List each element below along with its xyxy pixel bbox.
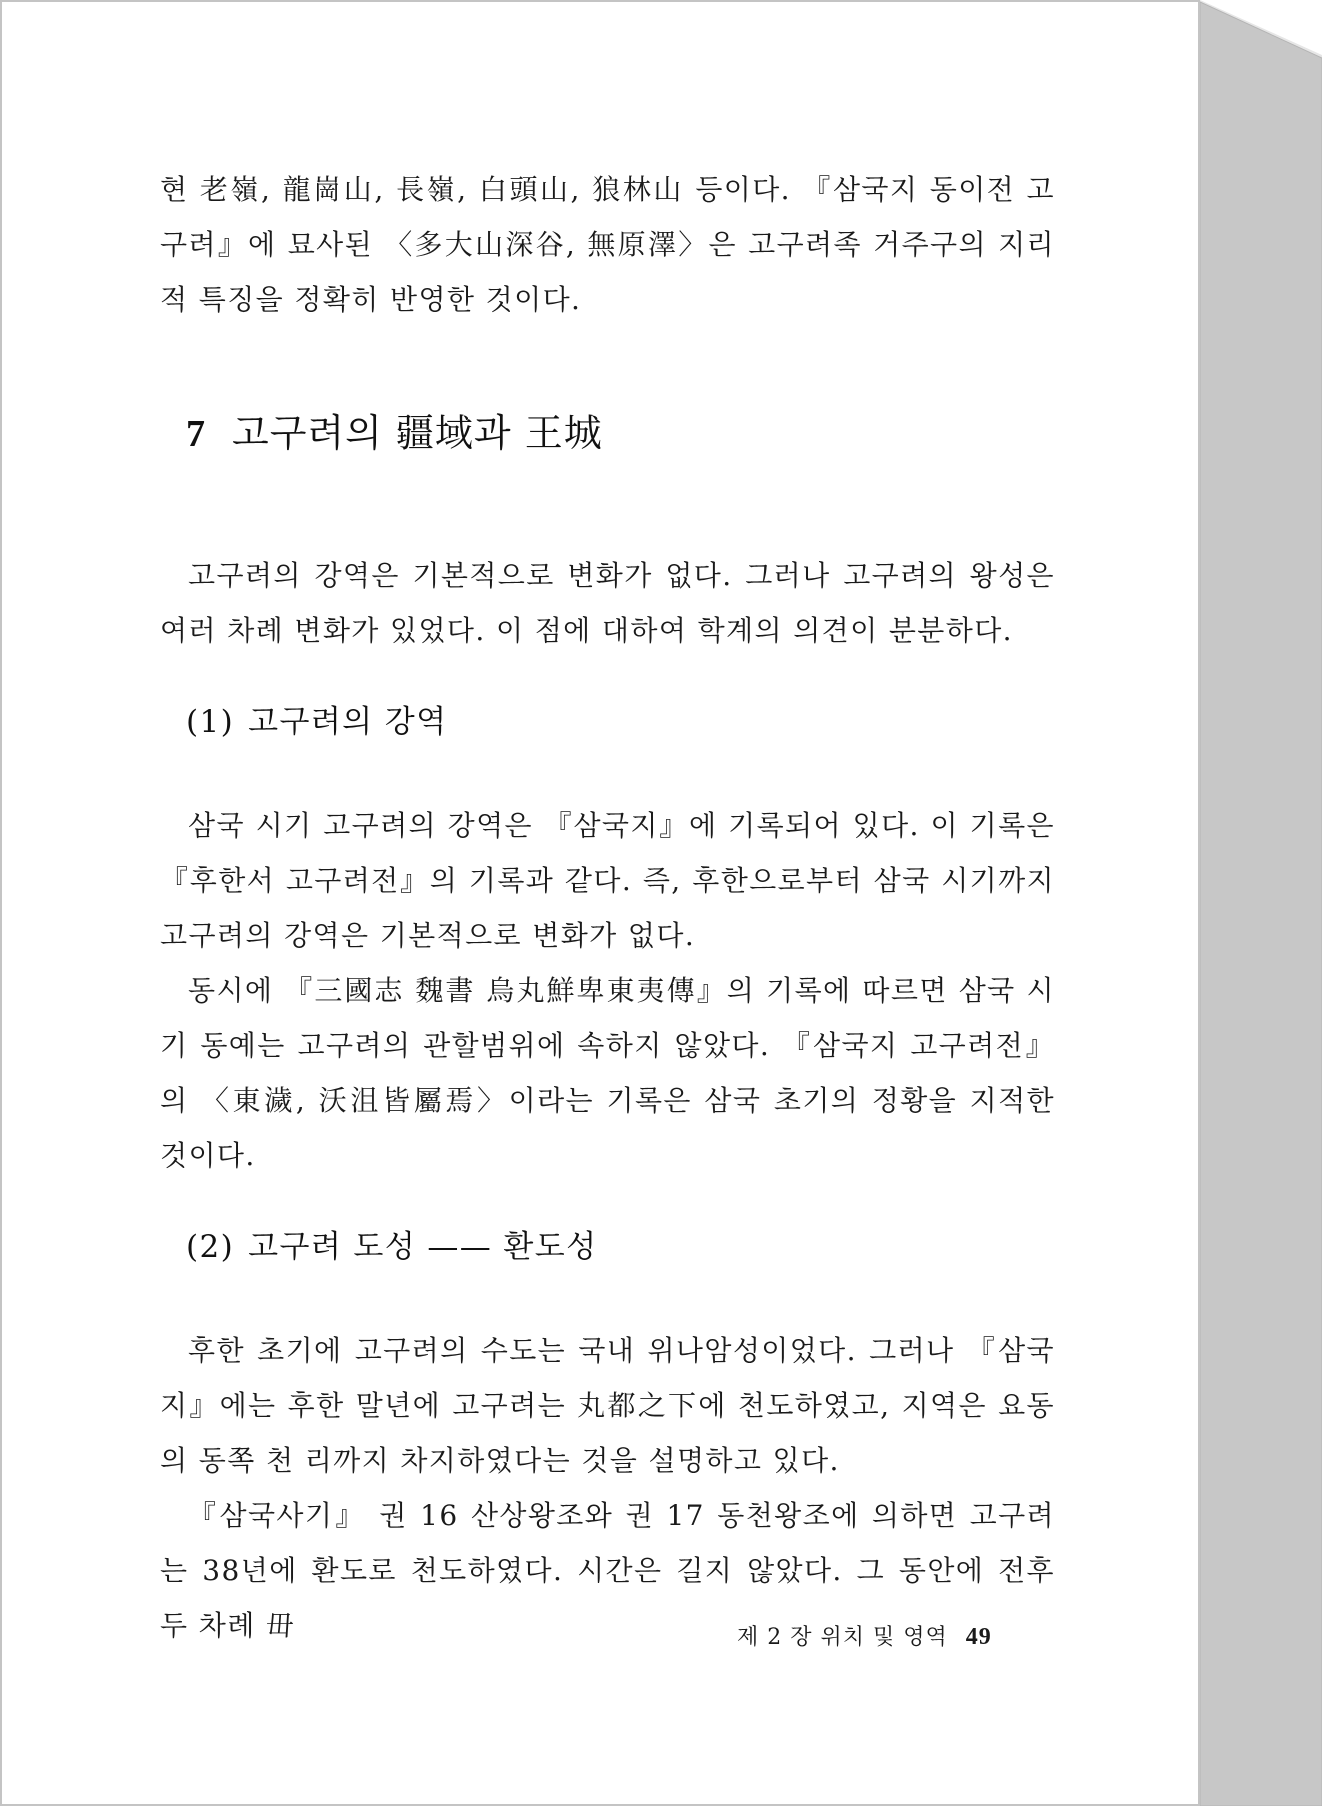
- subsection-1-paragraph-2: 동시에 『三國志 魏書 烏丸鮮卑東夷傳』의 기록에 따르면 삼국 시기 동예는 고구려의 관할범위에 속하지 않았다. 『삼국지 고구려전』의 〈東濊, 沃沮皆屬焉〉이라는 기록은 삼국 초기의 정황을 지적한 것이다.: [160, 974, 1055, 1172]
- subsection-1-heading: [186, 695, 1055, 750]
- page-body: [160, 162, 1055, 1653]
- section-heading: [186, 408, 1055, 459]
- subsection-2-paragraph-2: 『삼국사기』 권 16 산상왕조와 권 17 동천왕조에 의하면 고구려는 38년에 환도로 천도하였다. 시간은 길지 않았다. 그 동안에 전후 두 차례 毌: [160, 1499, 1055, 1642]
- intro-paragraph: 현 老嶺, 龍崗山, 長嶺, 白頭山, 狼林山 등이다. 『삼국지 동이전 고구려』에 묘사된 〈多大山深谷, 無原澤〉은 고구려족 거주구의 지리적 특징을 정확히 반영한 것이다.: [160, 173, 1055, 316]
- section-number: 7: [186, 413, 206, 455]
- subsection-2-number: (2): [186, 1229, 235, 1265]
- subsection-2-heading: [186, 1220, 1055, 1275]
- subsection-2-paragraph-1: 후한 초기에 고구려의 수도는 국내 위나암성이었다. 그러나 『삼국지』에는 후한 말년에 고구려는 丸都之下에 천도하였고, 지역은 요동의 동쪽 천 리까지 차지하였다는 것을 설명하고 있다.: [160, 1334, 1055, 1477]
- footer-chapter: 제 2 장 위치 및 영역: [737, 1625, 948, 1650]
- book-edge-graphic: [1200, 0, 1322, 1806]
- section-title: 고구려의 疆域과 王城: [232, 411, 603, 455]
- page-number: 49: [965, 1624, 992, 1650]
- subsection-1-paragraph-1: 삼국 시기 고구려의 강역은 『삼국지』에 기록되어 있다. 이 기록은 『후한서 고구려전』의 기록과 같다. 즉, 후한으로부터 삼국 시기까지 고구려의 강역은 기본적으로 변화가 없다.: [160, 809, 1055, 952]
- subsection-1-title: 고구려의 강역: [248, 704, 448, 740]
- book-edge: [1200, 0, 1322, 1806]
- subsection-2-title: 고구려 도성 —— 환도성: [248, 1229, 598, 1265]
- page-footer: [737, 1620, 992, 1651]
- subsection-1-number: (1): [186, 704, 235, 740]
- book-edge-side: [1200, 2, 1322, 1806]
- section-paragraph: 고구려의 강역은 기본적으로 변화가 없다. 그러나 고구려의 왕성은 여러 차례 변화가 있었다. 이 점에 대하여 학계의 의견이 분분하다.: [160, 559, 1055, 647]
